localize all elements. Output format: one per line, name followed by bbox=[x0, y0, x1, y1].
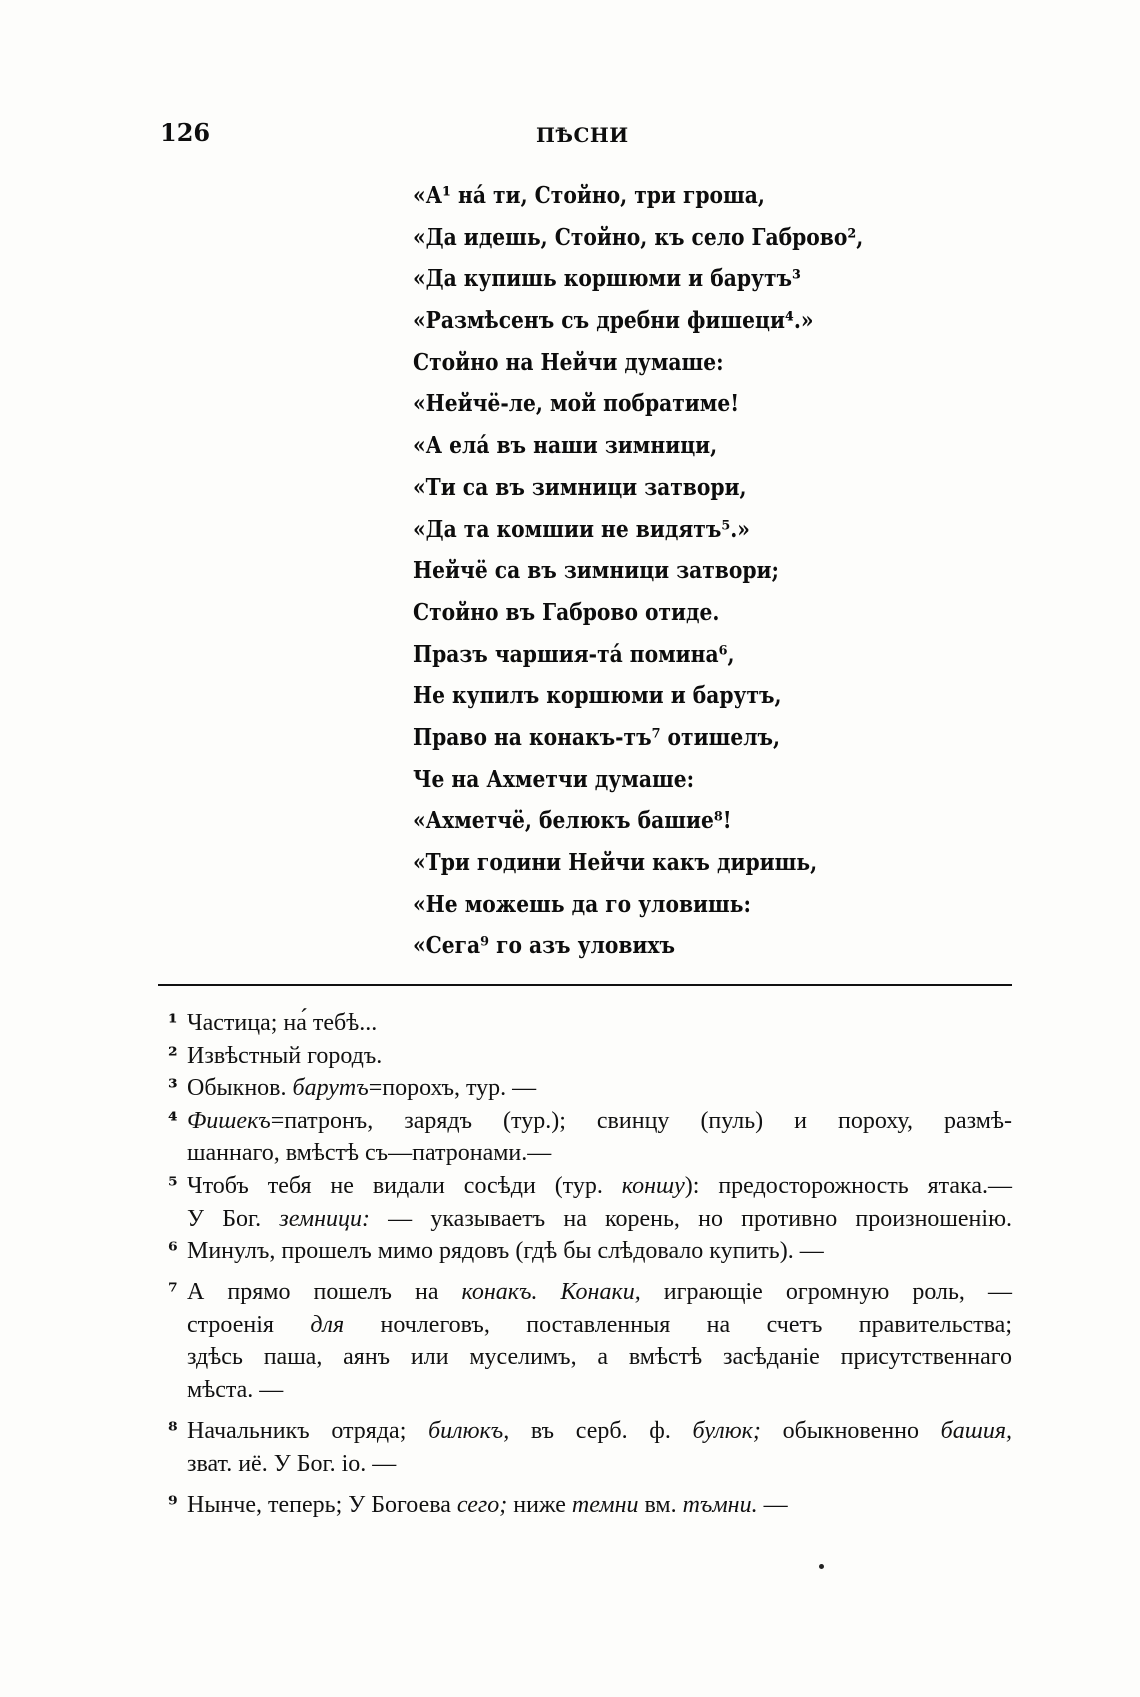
verse-line: «Ти са въ зимници затвори, bbox=[413, 473, 747, 501]
footnote-term: Конаки, bbox=[560, 1279, 641, 1306]
footnote-8 bbox=[168, 1415, 1012, 1480]
footnote-text: играющіе огромную роль, — bbox=[640, 1279, 1012, 1306]
footnote-text: шаннаго, вмѣстѣ съ—патронами.— bbox=[187, 1140, 552, 1167]
footnote-line bbox=[187, 1276, 1012, 1309]
footnote-line bbox=[187, 1341, 1012, 1374]
footnote-text: =порохъ, тур. — bbox=[368, 1075, 537, 1102]
page-number: 126 bbox=[160, 118, 211, 147]
verse-line: «А¹ на́ ти, Стойно, три гроша, bbox=[413, 182, 765, 209]
footnote-text: Нынче, теперь; У Богоева bbox=[187, 1491, 457, 1518]
footnote-rule bbox=[158, 984, 1012, 986]
footnote-text: Минулъ, прошелъ мимо рядовъ (гдѣ бы слѣдовало купить). — bbox=[187, 1238, 824, 1265]
footnote-line bbox=[187, 1489, 1012, 1522]
footnote-text: Чтобъ тебя не видали сосѣди (тур. bbox=[187, 1172, 622, 1199]
footnote-line bbox=[187, 1040, 1012, 1073]
footnote-1 bbox=[168, 1007, 1012, 1040]
verse-line: Че на Ахметчи думаше: bbox=[413, 765, 695, 793]
footnote-text: Частица; на́ тебѣ... bbox=[187, 1010, 378, 1036]
footnote-marker: ⁴ bbox=[168, 1107, 178, 1134]
footnote-line bbox=[187, 1203, 1012, 1236]
footnote-text: вм. bbox=[638, 1491, 683, 1518]
footnote-marker: ⁵ bbox=[168, 1172, 178, 1199]
verse-line: Не купилъ коршюми и барутъ, bbox=[413, 682, 782, 710]
footnote-term: коншу bbox=[621, 1172, 685, 1199]
footnote-text: =патронъ, зарядъ (тур.); свинцу (пуль) и пороху, размѣ- bbox=[270, 1107, 1012, 1134]
verse-line: Стойно въ Габрово отиде. bbox=[413, 598, 720, 626]
footnote-term: сего; bbox=[456, 1491, 508, 1518]
footnote-term: земници: bbox=[279, 1205, 370, 1232]
footnote-text: ): предосторожность ятака.— bbox=[684, 1172, 1012, 1199]
footnote-line bbox=[187, 1137, 1012, 1170]
footnote-marker: ⁸ bbox=[168, 1418, 178, 1445]
footnote-line bbox=[187, 1170, 1012, 1203]
footnote-text: зват. иё. У Бог. іо. — bbox=[187, 1450, 397, 1477]
verse-line: «Да купишь коршюми и барутъ³ bbox=[413, 265, 801, 293]
footnote-line bbox=[187, 1105, 1012, 1138]
footnote-term: для bbox=[310, 1311, 345, 1338]
footnote-term: Фишекъ bbox=[187, 1107, 271, 1134]
footnote-marker: ⁶ bbox=[168, 1238, 178, 1265]
footnote-line bbox=[187, 1309, 1012, 1342]
footnote-text: здѣсь паша, аянъ или муселимъ, а вмѣстѣ засѣданіе присутственнаго bbox=[187, 1344, 1012, 1371]
verse-line: «Нейчё-ле, мой побратиме! bbox=[413, 390, 740, 418]
footnote-line bbox=[187, 1374, 1012, 1407]
footnote-marker: ⁷ bbox=[168, 1279, 178, 1306]
footnote-7 bbox=[168, 1276, 1012, 1406]
footnote-4 bbox=[168, 1105, 1012, 1170]
footnote-term: темни bbox=[571, 1491, 639, 1518]
footnote-3 bbox=[168, 1072, 1012, 1105]
verse-block bbox=[413, 175, 1033, 967]
footnote-text: У Бог. bbox=[187, 1205, 280, 1232]
verse-line: Празъ чаршия-та́ помина⁶, bbox=[413, 640, 735, 668]
footnote-term: башия, bbox=[940, 1418, 1012, 1445]
footnote-term: билюкъ, bbox=[428, 1418, 510, 1445]
running-head: ПѢСНИ bbox=[536, 123, 629, 147]
footnote-text: ночлеговъ, поставленныя на счетъ правительства; bbox=[344, 1311, 1012, 1338]
footnote-text: А прямо пошелъ на bbox=[187, 1279, 462, 1306]
footnote-text: въ серб. ф. bbox=[509, 1418, 693, 1445]
verse-line: «Ахметчё, белюкъ башие⁸! bbox=[413, 807, 732, 835]
footnote-marker: ² bbox=[168, 1042, 178, 1069]
footnote-line bbox=[187, 1007, 1012, 1040]
footnote-marker: ¹ bbox=[168, 1010, 178, 1036]
footnote-text: Начальникъ отряда; bbox=[187, 1418, 429, 1445]
footnote-marker: ³ bbox=[168, 1075, 178, 1102]
footnote-term: конакъ. bbox=[461, 1279, 561, 1306]
footnote-text: Извѣстный городъ. bbox=[187, 1042, 383, 1069]
verse-line: Нейчё са въ зимници затвори; bbox=[413, 557, 779, 585]
footnote-term: тъмни. bbox=[682, 1491, 758, 1518]
footnote-text: — указываетъ на корень, но противно произношенію. bbox=[369, 1205, 1012, 1232]
footnote-5 bbox=[168, 1170, 1012, 1235]
footnotes bbox=[168, 1007, 1012, 1521]
footnote-line bbox=[187, 1415, 1012, 1448]
footnote-text: строенія bbox=[187, 1311, 311, 1338]
verse-line: «А ела́ въ наши зимници, bbox=[413, 432, 718, 460]
verse-line: «Не можешь да го уловишь: bbox=[413, 890, 752, 918]
verse-line: Стойно на Нейчи думаше: bbox=[413, 348, 724, 376]
footnote-text: Обыкнов. bbox=[187, 1075, 293, 1102]
verse-line: Право на конакъ-тъ⁷ отишелъ, bbox=[413, 723, 781, 751]
footnote-text: обыкновенно bbox=[760, 1418, 941, 1445]
verse-line: «Да та комшии не видятъ⁵.» bbox=[413, 515, 750, 543]
footnote-line bbox=[187, 1072, 1012, 1105]
footnote-2 bbox=[168, 1040, 1012, 1073]
footnote-text: ниже bbox=[507, 1491, 572, 1518]
footnote-9 bbox=[168, 1489, 1012, 1522]
verse-line: «Да идешь, Стойно, къ село Габрово², bbox=[413, 223, 864, 251]
footnote-term: барутъ bbox=[292, 1075, 369, 1102]
footnote-line bbox=[187, 1448, 1012, 1481]
verse-line: «Сега⁹ го азъ уловихъ bbox=[413, 932, 676, 960]
footnote-text: мѣста. — bbox=[187, 1377, 284, 1404]
footnote-text: — bbox=[757, 1491, 788, 1518]
footnote-marker: ⁹ bbox=[168, 1491, 178, 1518]
footnote-line bbox=[187, 1235, 1012, 1268]
verse-line: «Размѣсенъ съ дребни фишеци⁴.» bbox=[413, 307, 814, 335]
footnote-term: булюк; bbox=[692, 1418, 761, 1445]
footnote-6 bbox=[168, 1235, 1012, 1268]
verse-line: «Три години Нейчи какъ диришь, bbox=[413, 849, 818, 876]
ink-speck bbox=[819, 1564, 824, 1569]
